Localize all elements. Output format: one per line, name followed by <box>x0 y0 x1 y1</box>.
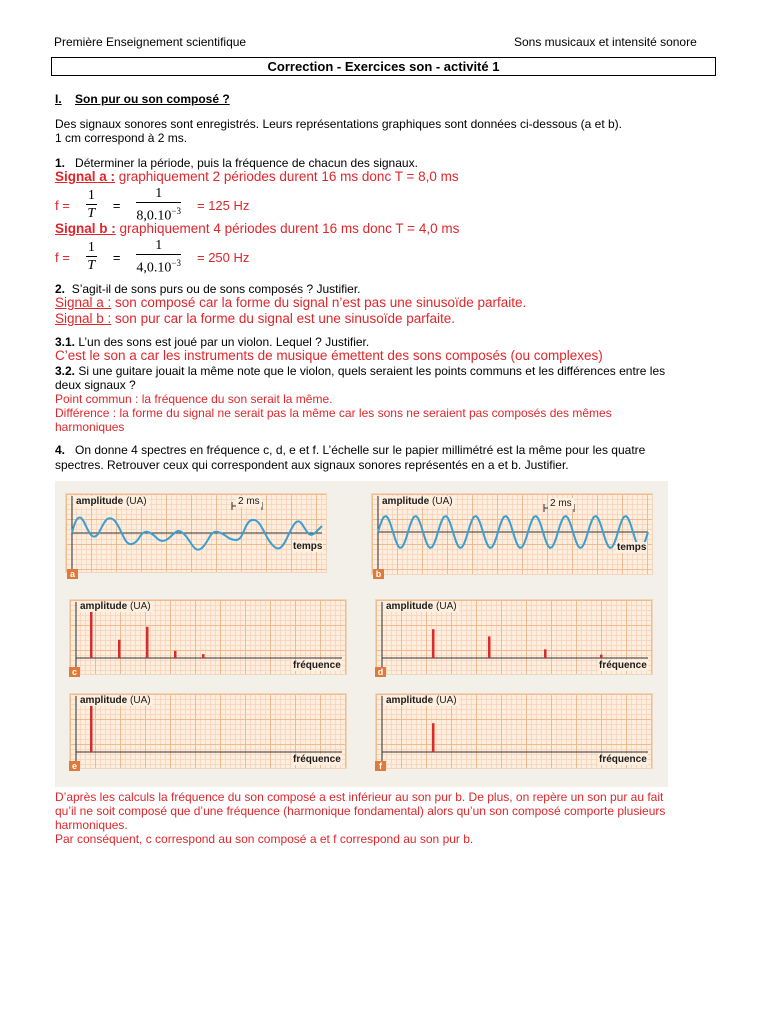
question-2 <box>55 282 361 296</box>
formula-f: f = <box>55 249 70 265</box>
harmonic-bar <box>90 610 93 658</box>
exponent: −3 <box>171 206 181 216</box>
tag-a: a <box>67 569 78 579</box>
signal-a-label: Signal a : <box>55 169 116 184</box>
harmonic-bar <box>146 627 149 658</box>
denominator-value: 4,0.10 <box>136 260 172 276</box>
unit-text: (UA) <box>436 695 457 706</box>
numerator: 1 <box>136 238 181 255</box>
numerator: 1 <box>87 188 95 204</box>
intro-line-1: Des signaux sonores sont enregistrés. Leurs représentations graphiques sont données ci-dessous (a et b). <box>55 117 622 131</box>
frequency-axis-label: fréquence <box>599 660 647 671</box>
question-text: S’agit-il de sons purs ou de sons composés ? Justifier. <box>71 282 361 296</box>
answer-3-2-common: Point commun : la fréquence du son serait la même. <box>55 392 333 406</box>
numerator: 1 <box>136 186 181 203</box>
harmonic-bar <box>488 636 491 658</box>
answer-3-2-difference-cont: harmoniques <box>55 420 125 434</box>
question-3-2 <box>55 364 665 378</box>
unit-text: (UA) <box>130 695 151 706</box>
question-text: On donne 4 spectres en fréquence c, d, e et f. L’échelle sur le papier millimétré est la même pour les quatre <box>75 443 646 457</box>
amplitude-axis-label <box>74 496 149 507</box>
tag-d: d <box>375 667 386 677</box>
spectrum-d <box>375 599 653 675</box>
amplitude-axis-label <box>384 695 459 706</box>
tag-f: f <box>375 761 386 771</box>
amplitude-text: amplitude <box>80 601 128 612</box>
answer-2a <box>55 295 526 311</box>
fraction-1-over-T <box>86 240 97 274</box>
conclusion-line-2: qu’il ne soit composé que d’une fréquence (harmonique fondamental) alors qu’un son composé comporte plusieurs <box>55 804 666 818</box>
harmonic-bar <box>90 704 93 752</box>
section-heading <box>55 92 230 106</box>
harmonic-bar <box>118 640 121 658</box>
section-label: Son pur ou son composé ? <box>75 92 230 106</box>
formula-a <box>55 186 249 225</box>
answer-3-1: C’est le son a car les instruments de musique émettent des sons composés (ou complexes) <box>55 348 603 363</box>
denominator-value: 8,0.10 <box>136 208 172 224</box>
question-text: L’un des sons est joué par un violon. Lequel ? Justifier. <box>75 335 370 349</box>
signal-a-period <box>55 169 459 185</box>
amplitude-axis-label <box>384 601 459 612</box>
question-3-2-cont: deux signaux ? <box>55 378 136 392</box>
unit-text: (UA) <box>126 496 147 507</box>
answer-text: son pur car la forme du signal est une sinusoïde parfaite. <box>111 311 455 326</box>
formula-f: f = <box>55 197 70 213</box>
harmonic-bar <box>432 629 435 658</box>
signal-b-label: Signal b : <box>55 311 112 326</box>
question-1 <box>55 156 418 170</box>
section-number: I. <box>55 92 62 106</box>
question-text: Si une guitare jouait la même note que le violon, quels seraient les points communs et les différences entre les <box>75 364 666 378</box>
answer-text: son composé car la forme du signal n’est pas une sinusoïde parfaite. <box>111 295 527 310</box>
harmonic-bar <box>432 723 435 752</box>
amplitude-text: amplitude <box>386 601 434 612</box>
conclusion-line-1: D’après les calculs la fréquence du son composé a est inférieur au son pur b. De plus, on repère un son pur au fait <box>55 790 664 804</box>
header-left: Première Enseignement scientifique <box>54 35 247 49</box>
amplitude-axis-label <box>380 496 455 507</box>
unit-text: (UA) <box>432 496 453 507</box>
scale-label: 2 ms <box>550 498 572 509</box>
denominator-T: T <box>87 258 96 274</box>
fraction-value <box>136 186 181 225</box>
fraction-1-over-T <box>86 188 97 222</box>
signal-a-text: graphiquement 2 périodes durent 16 ms donc T = 8,0 ms <box>115 169 459 184</box>
tag-c: c <box>69 667 80 677</box>
signal-b-label: Signal b : <box>55 221 116 236</box>
question-number: 4. <box>55 443 66 457</box>
tag-b: b <box>373 569 384 579</box>
answer-2b <box>55 311 455 327</box>
frequency-axis-label: fréquence <box>293 660 341 671</box>
question-number: 1. <box>55 156 66 170</box>
formula-b <box>55 238 249 277</box>
question-number: 3.2. <box>55 364 76 378</box>
question-3-1 <box>55 335 369 349</box>
frequency-axis-label: fréquence <box>293 754 341 765</box>
equals-sign: = <box>112 197 121 213</box>
question-number: 3.1. <box>55 335 76 349</box>
intro-line-2: 1 cm correspond à 2 ms. <box>55 131 188 145</box>
amplitude-text: amplitude <box>76 496 124 507</box>
question-4 <box>55 443 645 457</box>
amplitude-axis-label <box>78 601 153 612</box>
document-title: Correction - Exercices son - activité 1 <box>51 57 716 76</box>
fraction-value <box>136 238 181 277</box>
tag-e: e <box>69 761 80 771</box>
frequency-axis-label: fréquence <box>599 754 647 765</box>
signal-a-curve <box>72 517 322 549</box>
harmonic-bar <box>174 651 177 658</box>
unit-text: (UA) <box>436 601 457 612</box>
denominator-T: T <box>87 206 96 222</box>
unit-text: (UA) <box>130 601 151 612</box>
graph-a <box>65 493 327 573</box>
header-right: Sons musicaux et intensité sonore <box>514 35 697 49</box>
harmonic-bar <box>202 654 205 658</box>
amplitude-text: amplitude <box>382 496 430 507</box>
signal-b-period <box>55 221 459 237</box>
harmonic-bar <box>544 649 547 658</box>
spectrum-f <box>375 693 653 769</box>
harmonic-bar <box>600 655 603 658</box>
conclusion-line-4: Par conséquent, c correspond au son composé a et f correspond au son pur b. <box>55 832 474 846</box>
scale-label: 2 ms <box>238 496 260 507</box>
exponent: −3 <box>171 258 181 268</box>
time-axis-label: temps <box>293 541 323 552</box>
signal-a-label: Signal a : <box>55 295 112 310</box>
signal-b-text: graphiquement 4 périodes durent 16 ms donc T = 4,0 ms <box>115 221 460 236</box>
answer-3-2-difference: Différence : la forme du signal ne serait pas la même car les sons ne seraient pas composés des mêmes <box>55 406 612 420</box>
question-number: 2. <box>55 282 66 296</box>
result-frequency: = 250 Hz <box>197 249 250 265</box>
equals-sign: = <box>112 249 121 265</box>
amplitude-text: amplitude <box>80 695 128 706</box>
result-frequency: = 125 Hz <box>197 197 250 213</box>
figure-graphs <box>55 481 668 787</box>
numerator: 1 <box>87 240 95 256</box>
amplitude-text: amplitude <box>386 695 434 706</box>
question-text: Déterminer la période, puis la fréquence de chacun des signaux. <box>75 156 418 170</box>
amplitude-axis-label <box>78 695 153 706</box>
question-4-cont: spectres. Retrouver ceux qui correspondent aux signaux sonores représentés en a et b. Justifier. <box>55 458 569 472</box>
conclusion-line-3: harmoniques. <box>55 818 128 832</box>
time-axis-label: temps <box>617 542 647 553</box>
graph-b <box>371 493 653 575</box>
spectrum-e <box>69 693 347 769</box>
spectrum-c <box>69 599 347 675</box>
